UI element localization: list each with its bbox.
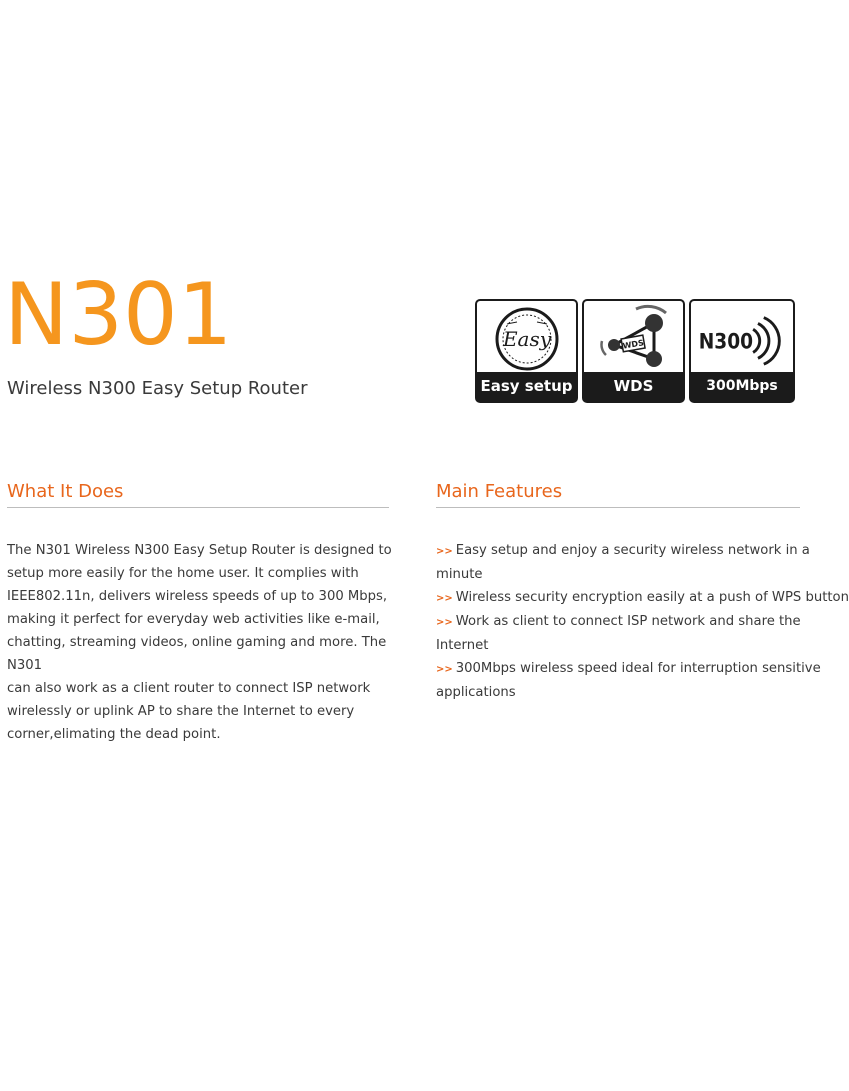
wds-label: WDS: [584, 372, 683, 401]
feature-item: [436, 657, 821, 704]
feature-marker: >>: [436, 593, 453, 604]
what-it-does-divider: [7, 507, 389, 508]
n300-label: 300Mbps: [691, 372, 793, 401]
what-it-does-line: chatting, streaming videos, online gaming and more. The N301: [7, 635, 387, 673]
feature-text-cont: applications: [436, 685, 516, 700]
what-it-does-text: [7, 539, 407, 746]
feature-item: [436, 610, 816, 657]
what-it-does-title: What It Does: [7, 481, 124, 502]
easy-setup-label: Easy setup: [477, 372, 576, 401]
feature-text: Work as client to connect ISP network and share the: [455, 614, 801, 629]
wds-icon-text: WDS: [622, 338, 645, 351]
feature-text: Wireless security encryption easily at a push of WPS button: [455, 590, 849, 605]
main-features-divider: [436, 507, 800, 508]
main-features-list: [436, 539, 849, 704]
n300-speed-icon: [691, 301, 790, 373]
easy-icon-text: Easy: [502, 327, 552, 351]
feature-item: [436, 539, 816, 586]
feature-text: 300Mbps wireless speed ideal for interruption sensitive: [455, 661, 821, 676]
n300-icon-text: N300: [698, 329, 754, 355]
what-it-does-line: can also work as a client router to connect ISP network: [7, 681, 371, 696]
what-it-does-line: making it perfect for everyday web activities like e-mail,: [7, 612, 380, 627]
model-title: N301: [4, 265, 233, 365]
feature-marker: >>: [436, 617, 453, 628]
feature-text-cont: Internet: [436, 638, 489, 653]
wds-badge: [582, 299, 685, 403]
what-it-does-line: IEEE802.11n, delivers wireless speeds of up to 300 Mbps,: [7, 589, 388, 604]
easy-setup-icon: [477, 301, 576, 373]
main-features-title: Main Features: [436, 481, 563, 502]
feature-marker: >>: [436, 546, 453, 557]
n300-badge: [689, 299, 795, 403]
feature-badges: [475, 299, 795, 403]
what-it-does-line: setup more easily for the home user. It complies with: [7, 566, 359, 581]
product-subtitle: Wireless N300 Easy Setup Router: [7, 378, 308, 399]
feature-text-cont: minute: [436, 567, 483, 582]
what-it-does-line: wirelessly or uplink AP to share the Internet to every: [7, 704, 355, 719]
what-it-does-line: corner,elimating the dead point.: [7, 727, 221, 742]
what-it-does-line: The N301 Wireless N300 Easy Setup Router is designed to: [7, 543, 392, 558]
easy-setup-badge: [475, 299, 578, 403]
feature-text: Easy setup and enjoy a security wireless network in a: [455, 543, 810, 558]
feature-item: [436, 586, 849, 610]
feature-marker: >>: [436, 664, 453, 675]
wds-icon: [584, 301, 683, 373]
